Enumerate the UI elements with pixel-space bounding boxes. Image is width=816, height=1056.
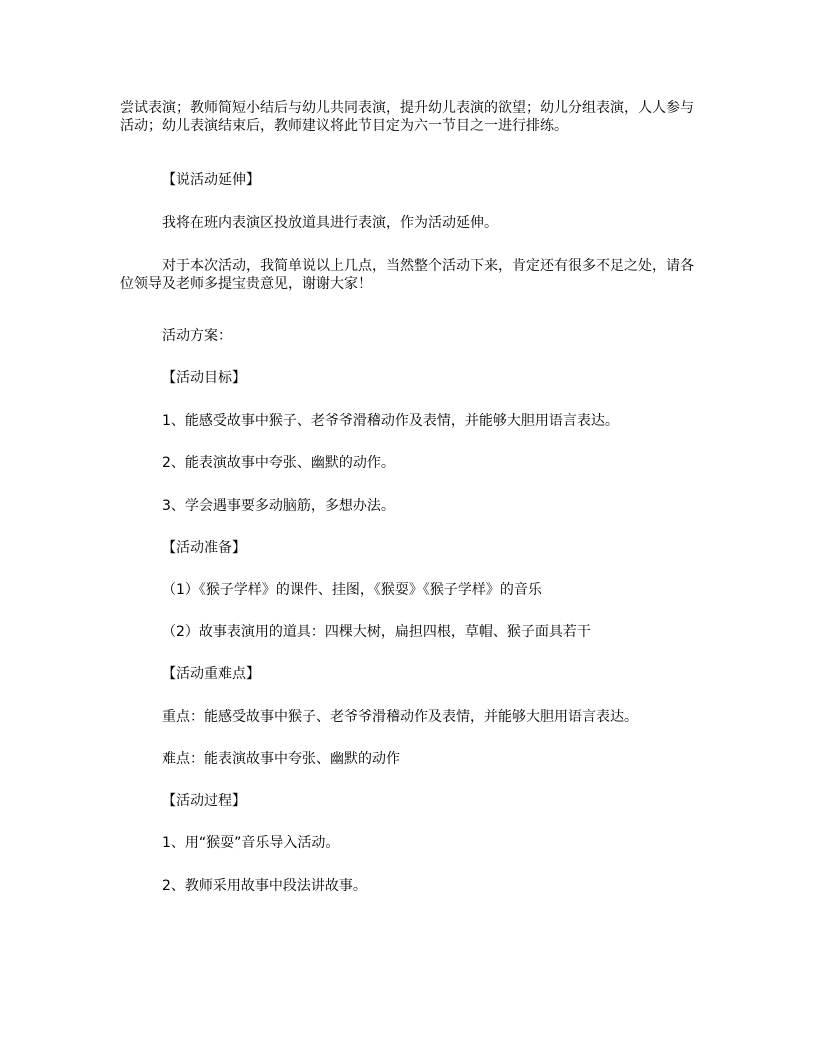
section-heading-process: 【活动过程】 xyxy=(162,793,246,809)
process-item-2: 2、教师采用故事中段法讲故事。 xyxy=(162,878,367,894)
preparation-item-2: （2）故事表演用的道具：四棵大树，扁担四根，草帽、猴子面具若干 xyxy=(162,624,591,640)
key-point: 重点：能感受故事中猴子、老爷爷滑稽动作及表情，并能够大胆用语言表达。 xyxy=(162,709,638,725)
section-heading-preparation: 【活动准备】 xyxy=(162,540,246,556)
body-paragraph-extension: 我将在班内表演区投放道具进行表演，作为活动延伸。 xyxy=(162,215,498,231)
body-paragraph-closing: 对于本次活动，我简单说以上几点，当然整个活动下来，肯定还有很多不足之处，请各位领导及老师多提宝贵意见，谢谢大家！ xyxy=(120,258,694,292)
body-paragraph-continued: 尝试表演；教师简短小结后与幼儿共同表演，提升幼儿表演的欲望；幼儿分组表演，人人参与活动；幼儿表演结束后，教师建议将此节目定为六一节目之一进行排练。 xyxy=(120,100,694,134)
goal-item-3: 3、学会遇事要多动脑筋，多想办法。 xyxy=(162,498,395,514)
goal-item-2: 2、能表演故事中夸张、幽默的动作。 xyxy=(162,455,395,471)
preparation-item-1: （1）《猴子学样》的课件、挂图，《猴耍》《猴子学样》的音乐 xyxy=(162,582,542,598)
plan-title: 活动方案： xyxy=(162,328,232,344)
section-heading-goals: 【活动目标】 xyxy=(162,370,246,386)
difficult-point: 难点：能表演故事中夸张、幽默的动作 xyxy=(162,751,400,767)
section-heading-key-points: 【活动重难点】 xyxy=(162,666,260,682)
section-heading-extension: 【说活动延伸】 xyxy=(162,172,260,188)
process-item-1: 1、用“猴耍”音乐导入活动。 xyxy=(162,835,340,851)
goal-item-1: 1、能感受故事中猴子、老爷爷滑稽动作及表情，并能够大胆用语言表达。 xyxy=(162,413,619,429)
